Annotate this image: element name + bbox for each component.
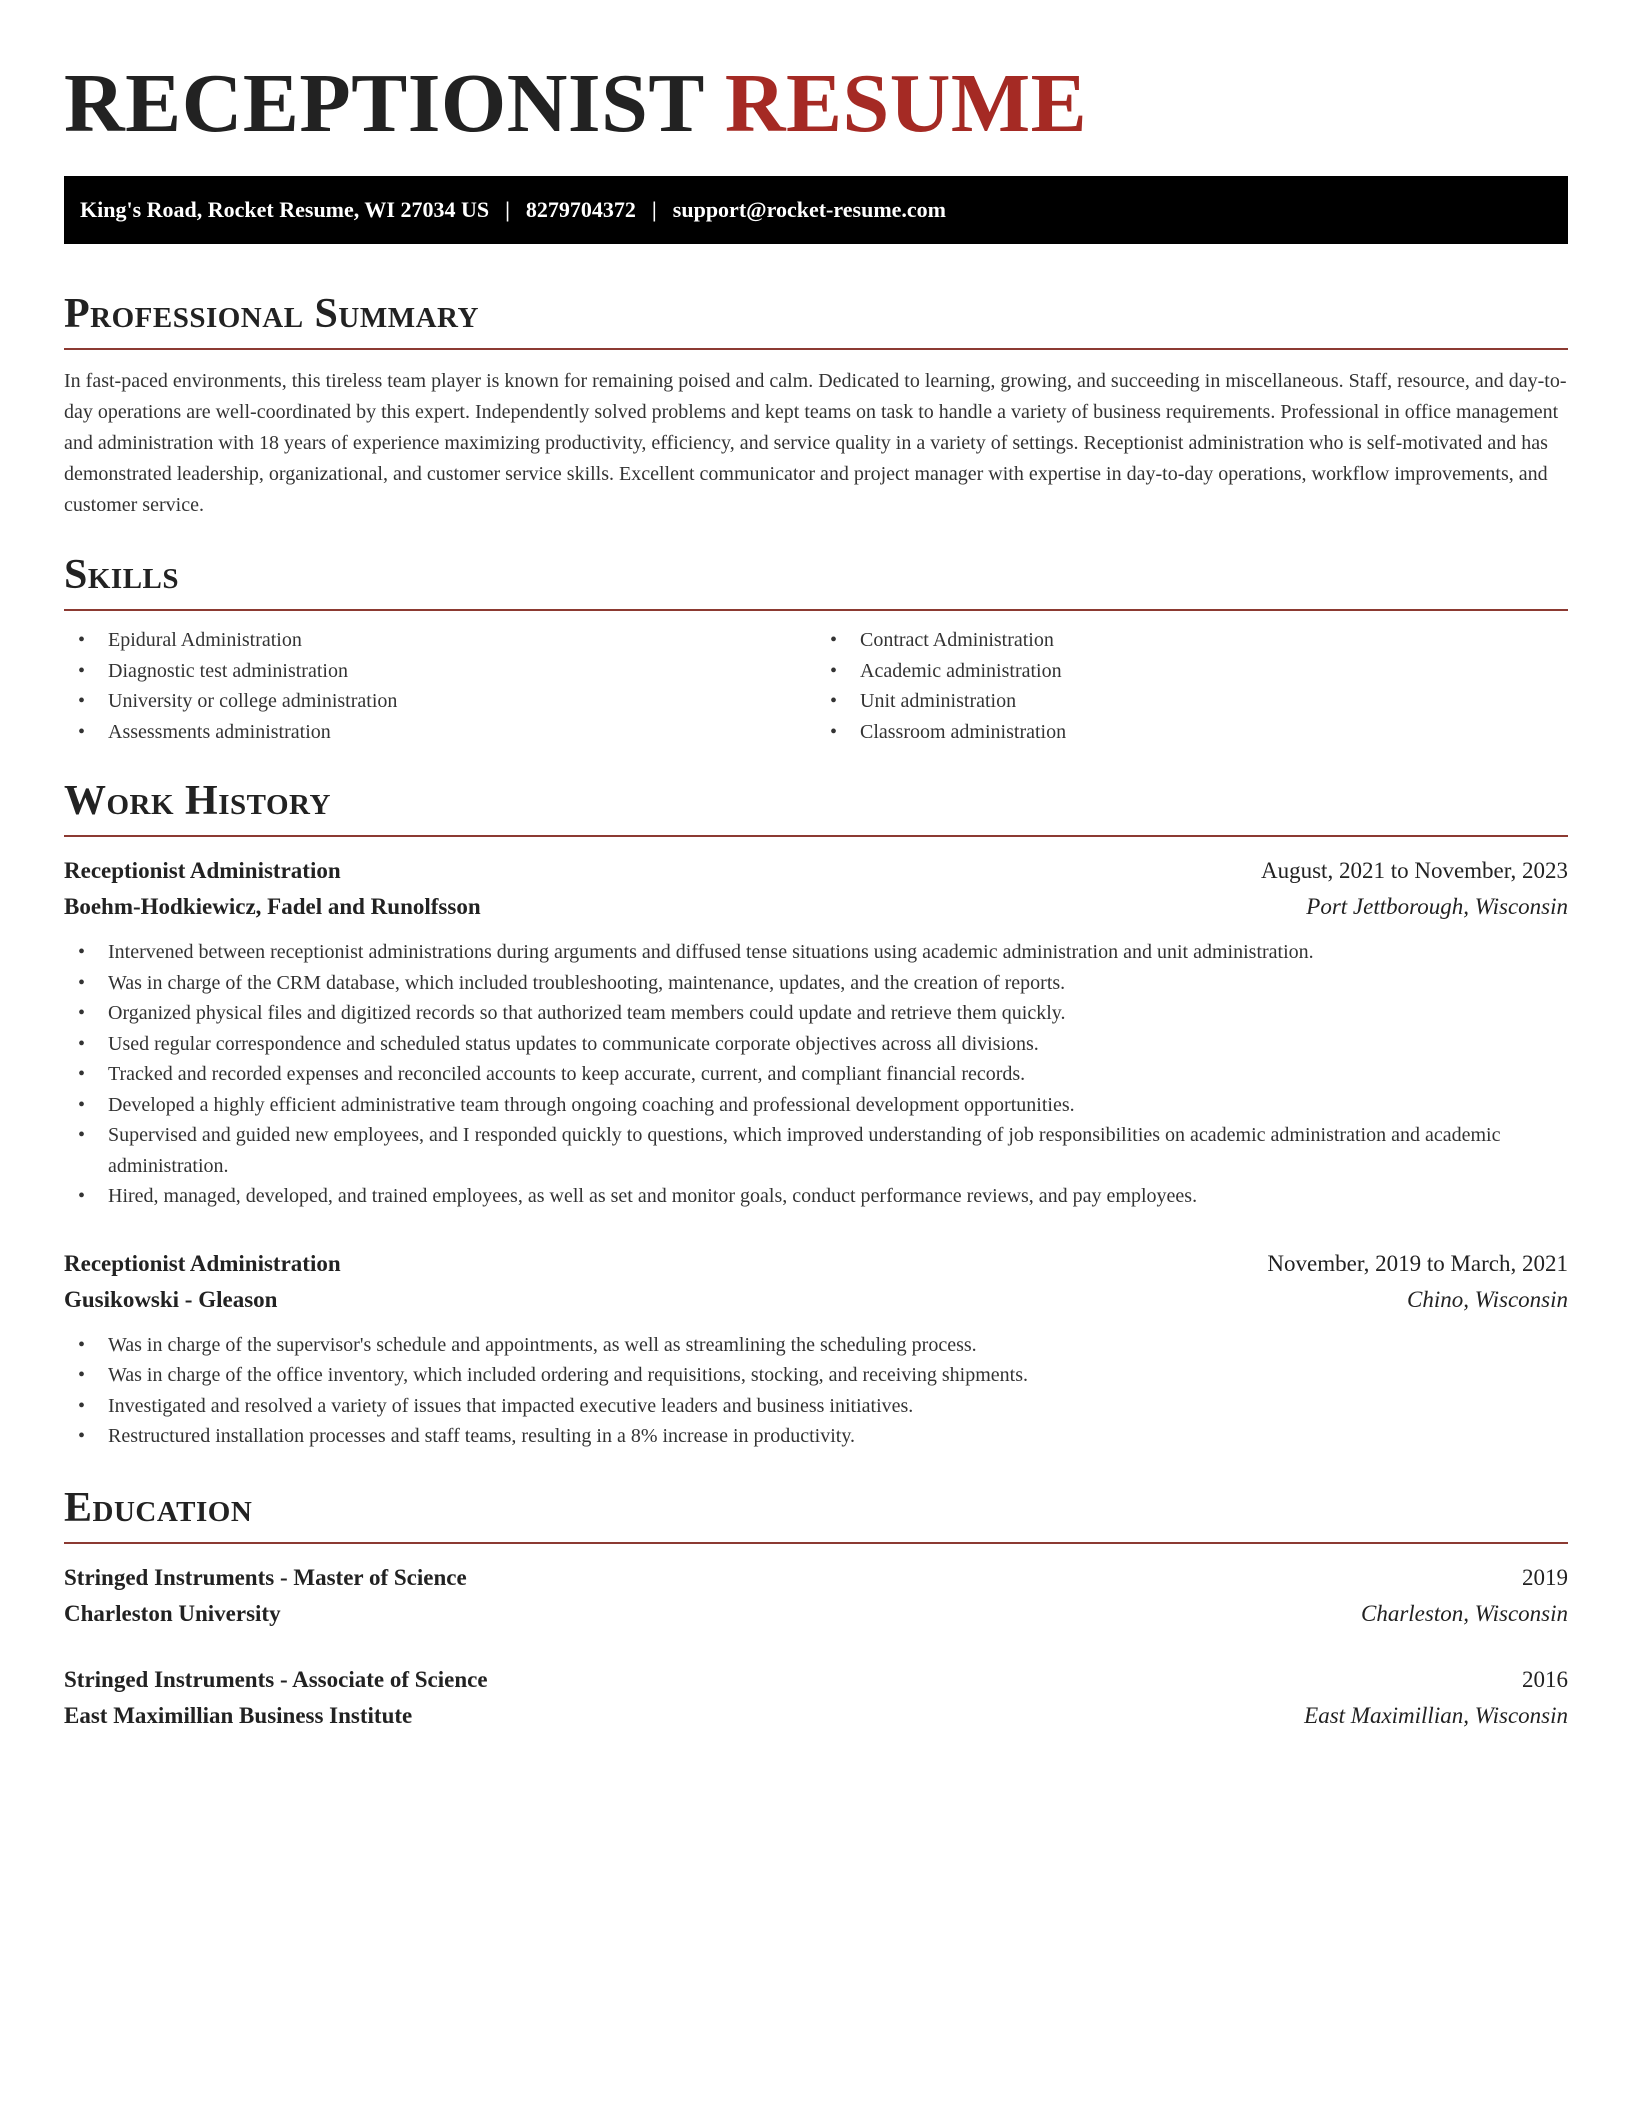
education-year: 2016 — [1522, 1666, 1568, 1692]
skill-item: • Diagnostic test administration — [64, 656, 816, 687]
skill-item: • Epidural Administration — [64, 625, 816, 656]
skill-item: • Unit administration — [816, 686, 1568, 717]
skill-item: • Assessments administration — [64, 717, 816, 748]
skill-item: • University or college administration — [64, 686, 816, 717]
job-duty-item: • Tracked and recorded expenses and reconciled accounts to keep accurate, current, and compliant financial records. — [64, 1059, 1568, 1090]
contact-phone: 8279704372 — [525, 197, 636, 222]
job-dates: November, 2019 to March, 2021 — [1267, 1250, 1568, 1276]
skills-grid — [64, 625, 1568, 747]
job-duty-item: • Developed a highly efficient administrative team through ongoing coaching and professional development opportunities. — [64, 1090, 1568, 1121]
skills-column-right — [816, 625, 1568, 747]
job-duties-list — [64, 937, 1568, 1212]
education-school-row — [64, 1698, 1568, 1734]
job-title: Receptionist Administration — [64, 858, 341, 883]
education-entry — [64, 1662, 1568, 1734]
education-degree: Stringed Instruments - Master of Science — [64, 1564, 467, 1590]
professional-summary-section — [64, 288, 1568, 521]
section-heading-education: Education — [64, 1484, 253, 1531]
contact-address: King's Road, Rocket Resume, WI 27034 US — [80, 197, 490, 222]
job-company-row — [64, 889, 1568, 925]
title-part-1: RECEPTIONIST — [64, 57, 704, 150]
education-school: East Maximillian Business Institute — [64, 1702, 413, 1728]
contact-bar — [64, 176, 1568, 244]
summary-text: In fast-paced environments, this tireless team player is known for remaining poised and calm. Dedicated to learning, growing, and succeeding in miscellaneous. Staff, resource, and day-to-day operations are well-coordinated by this expert. Independently solved problems and kept teams on task to handle a variety of business requirements. Professional in office management and administration with 18 years of experience maximizing productivity, efficiency, and service quality in a variety of settings. Receptionist administration who is self-motivated and has demonstrated leadership, organizational, and customer service skills. Excellent communicator and project manager with expertise in day-to-day operations, workflow improvements, and customer service. — [64, 370, 1567, 516]
education-entry — [64, 1560, 1568, 1632]
section-divider — [64, 835, 1568, 837]
education-school-row — [64, 1596, 1568, 1632]
job-company: Gusikowski - Gleason — [64, 1286, 278, 1312]
job-duty-item: • Used regular correspondence and scheduled status updates to communicate corporate objectives across all divisions. — [64, 1029, 1568, 1060]
section-heading-work-history: Work History — [64, 778, 331, 824]
job-duty-item: • Supervised and guided new employees, and I responded quickly to questions, which improved understanding of job responsibilities on academic administration and academic administration. — [64, 1120, 1568, 1181]
skills-section — [64, 549, 1568, 747]
job-duty-item: • Was in charge of the supervisor's schedule and appointments, as well as streamlining the scheduling process. — [64, 1330, 1568, 1361]
job-header-row — [64, 1246, 1568, 1282]
section-heading-summary: Professional Summary — [64, 291, 479, 337]
contact-separator: | — [651, 197, 657, 222]
work-history-section — [64, 775, 1568, 1452]
skill-item: • Academic administration — [816, 656, 1568, 687]
job-duty-item: • Was in charge of the office inventory, which included ordering and requisitions, stocking, and receiving shipments. — [64, 1360, 1568, 1391]
education-section — [64, 1482, 1568, 1734]
job-location: Port Jettborough, Wisconsin — [1306, 894, 1568, 919]
job-header-row — [64, 853, 1568, 889]
job-company: Boehm-Hodkiewicz, Fadel and Runolfsson — [64, 894, 481, 919]
education-year: 2019 — [1522, 1564, 1568, 1590]
job-title: Receptionist Administration — [64, 1250, 341, 1276]
skill-item: • Contract Administration — [816, 625, 1568, 656]
job-duty-item: • Hired, managed, developed, and trained employees, as well as set and monitor goals, conduct performance reviews, and pay employees. — [64, 1181, 1568, 1212]
education-school: Charleston University — [64, 1600, 281, 1626]
skill-item: • Classroom administration — [816, 717, 1568, 748]
education-degree-row — [64, 1560, 1568, 1596]
job-entry — [64, 853, 1568, 1212]
skills-column-left — [64, 625, 816, 747]
contact-separator: | — [505, 197, 510, 222]
education-degree: Stringed Instruments - Associate of Science — [64, 1666, 488, 1692]
job-duty-item: • Intervened between receptionist administrations during arguments and diffused tense situations using academic administration and unit administration. — [64, 937, 1568, 968]
job-duty-item: • Was in charge of the CRM database, which included troubleshooting, maintenance, updates, and the creation of reports. — [64, 968, 1568, 999]
resume-title — [64, 54, 1568, 154]
education-degree-row — [64, 1662, 1568, 1698]
job-duty-item: • Investigated and resolved a variety of issues that impacted executive leaders and business initiatives. — [64, 1391, 1568, 1422]
education-location: East Maximillian, Wisconsin — [1304, 1702, 1568, 1728]
section-divider — [64, 348, 1568, 350]
job-entry — [64, 1246, 1568, 1452]
job-duties-list — [64, 1330, 1568, 1452]
job-company-row — [64, 1282, 1568, 1318]
job-location: Chino, Wisconsin — [1406, 1286, 1568, 1312]
contact-email: support@rocket-resume.com — [672, 197, 946, 222]
job-dates: August, 2021 to November, 2023 — [1261, 858, 1568, 883]
section-divider — [64, 1542, 1568, 1544]
job-duty-item: • Restructured installation processes and staff teams, resulting in a 8% increase in productivity. — [64, 1421, 1568, 1452]
section-divider — [64, 609, 1568, 611]
job-duty-item: • Organized physical files and digitized records so that authorized team members could update and retrieve them quickly. — [64, 998, 1568, 1029]
title-part-2: RESUME — [724, 57, 1088, 150]
education-location: Charleston, Wisconsin — [1360, 1600, 1568, 1626]
section-heading-skills: Skills — [64, 552, 180, 598]
